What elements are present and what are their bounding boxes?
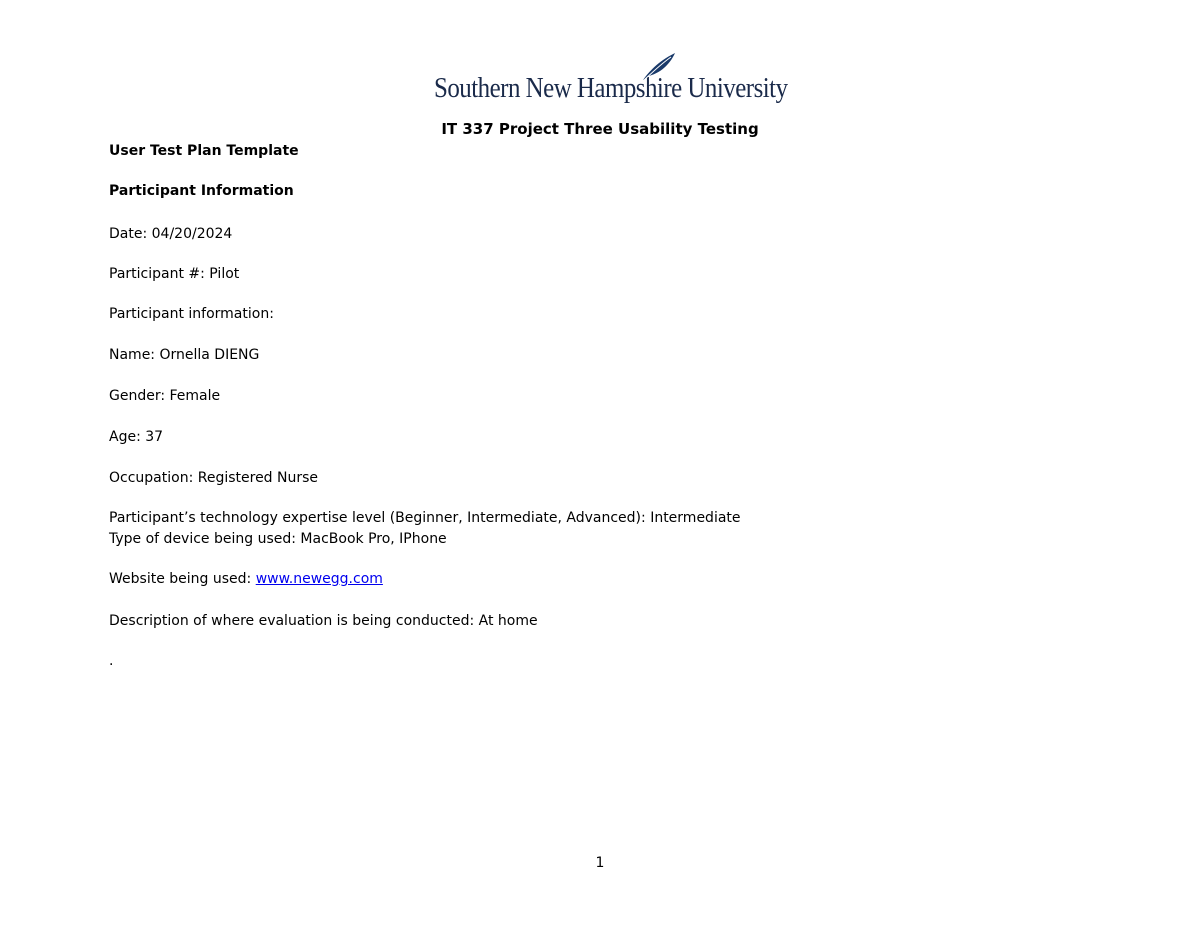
gender-line: Gender: Female bbox=[109, 388, 221, 404]
trailing-mark: . bbox=[109, 653, 114, 669]
participant-information-line: Participant information: bbox=[109, 306, 274, 322]
location-line: Description of where evaluation is being conducted: At home bbox=[109, 613, 538, 629]
website-link[interactable]: www.newegg.com bbox=[255, 571, 383, 587]
expertise-line: Participant’s technology expertise level (Beginner, Intermediate, Advanced): Intermediate bbox=[109, 510, 741, 526]
document-title: IT 337 Project Three Usability Testing bbox=[441, 120, 759, 138]
snhu-logo bbox=[434, 52, 788, 106]
website-label: Website being used: bbox=[109, 571, 256, 587]
template-heading: User Test Plan Template bbox=[109, 143, 299, 159]
name-line: Name: Ornella DIENG bbox=[109, 347, 260, 363]
section-heading: Participant Information bbox=[109, 183, 294, 199]
occupation-line: Occupation: Registered Nurse bbox=[109, 470, 319, 486]
age-line: Age: 37 bbox=[109, 429, 164, 445]
logo-wordmark: Southern New Hampshire University bbox=[434, 72, 788, 104]
feather-icon bbox=[641, 52, 677, 82]
website-line bbox=[109, 570, 383, 588]
participant-number-line: Participant #: Pilot bbox=[109, 266, 240, 282]
device-line: Type of device being used: MacBook Pro, IPhone bbox=[109, 531, 447, 547]
date-line: Date: 04/20/2024 bbox=[109, 226, 233, 242]
page-number: 1 bbox=[595, 855, 605, 871]
